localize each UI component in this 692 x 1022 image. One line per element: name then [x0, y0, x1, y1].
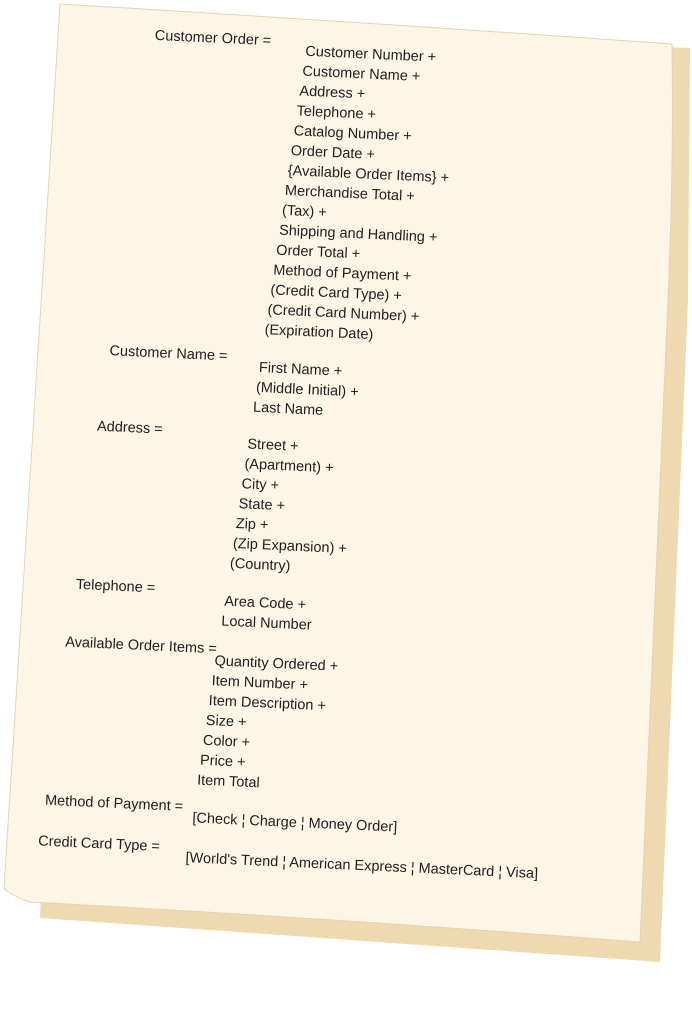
- component: Order Date +: [290, 143, 376, 163]
- component: Zip +: [235, 516, 269, 534]
- component: Address +: [299, 83, 366, 103]
- component: Customer Number +: [304, 43, 437, 66]
- component: Last Name: [252, 399, 324, 419]
- component: (Middle Initial) +: [255, 379, 360, 401]
- component: Street +: [247, 436, 299, 455]
- component: State +: [238, 496, 286, 515]
- component: Order Total +: [275, 242, 361, 263]
- component: Quantity Ordered +: [214, 653, 339, 675]
- component: First Name +: [258, 359, 343, 380]
- component: Customer Name +: [302, 63, 421, 85]
- component: (Apartment) +: [244, 456, 334, 477]
- component: Catalog Number +: [293, 123, 412, 145]
- term-telephone: Telephone =: [75, 576, 156, 597]
- term-credit-card-type: Credit Card Type =: [37, 833, 161, 855]
- component: (Country): [229, 555, 291, 575]
- component: Local Number: [220, 613, 312, 634]
- component: [World's Trend ¦ American Express ¦ MasterCard ¦ Visa]: [185, 850, 539, 883]
- component: Telephone +: [296, 103, 377, 123]
- component: Method of Payment +: [272, 262, 412, 285]
- term-method-of-payment: Method of Payment =: [44, 792, 184, 815]
- term-address: Address =: [96, 418, 164, 438]
- component: Item Description +: [208, 692, 327, 715]
- component: Size +: [205, 712, 247, 731]
- component: [Check ¦ Charge ¦ Money Order]: [192, 810, 398, 836]
- component: Price +: [199, 752, 246, 771]
- component: Shipping and Handling +: [278, 222, 438, 246]
- component: {Available Order Items} +: [287, 163, 450, 187]
- component: Merchandise Total +: [284, 182, 416, 205]
- component: (Zip Expansion) +: [232, 535, 348, 558]
- component: (Tax) +: [281, 202, 328, 221]
- term-customer-order: Customer Order =: [154, 27, 272, 50]
- component: Item Total: [196, 772, 261, 792]
- component: City +: [241, 476, 280, 494]
- term-customer-name: Customer Name =: [109, 343, 228, 365]
- component: (Credit Card Number) +: [267, 302, 420, 326]
- component: Color +: [202, 732, 251, 751]
- component: (Credit Card Type) +: [270, 282, 403, 305]
- component: Item Number +: [211, 673, 309, 694]
- component: Area Code +: [223, 593, 307, 614]
- component: (Expiration Date): [264, 322, 374, 344]
- term-available-order-items: Available Order Items =: [64, 634, 218, 658]
